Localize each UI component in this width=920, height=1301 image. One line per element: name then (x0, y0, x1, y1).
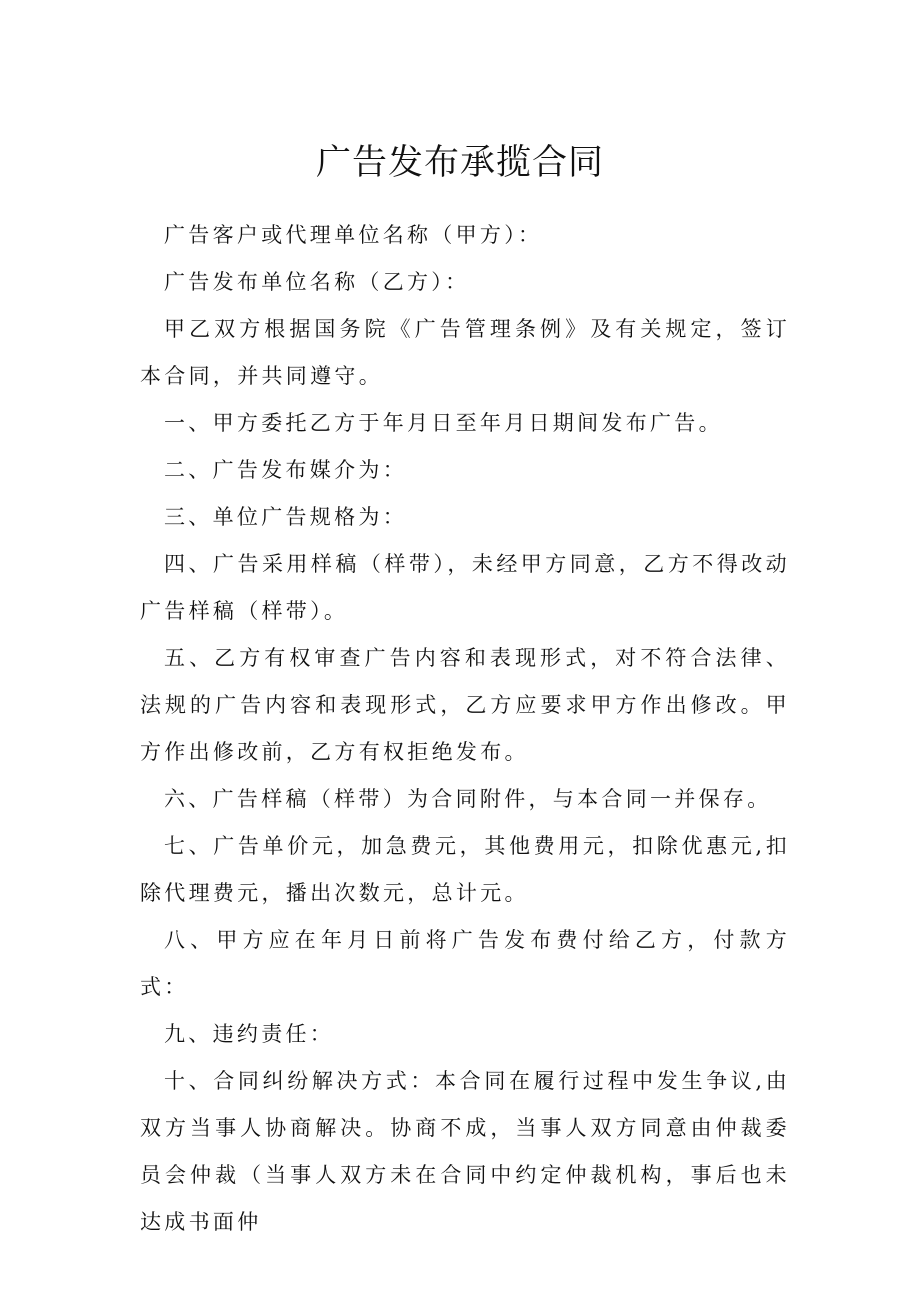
clause-8: 八、甲方应在年月日前将广告发布费付给乙方，付款方式： (140, 928, 790, 999)
party-a-name-line: 广告客户或代理单位名称（甲方）： (164, 223, 543, 247)
contract-title: 广告发布承揽合同 (315, 143, 604, 183)
clause-3: 三、单位广告规格为： (164, 505, 407, 529)
clause-7: 七、广告单价元，加急费元，其他费用元，扣除优惠元,扣除代理费元，播出次数元，总计元。 (140, 834, 790, 905)
clause-6: 六、广告样稿（样带）为合同附件，与本合同一并保存。 (164, 787, 772, 811)
clause-1: 一、甲方委托乙方于年月日至年月日期间发布广告。 (164, 411, 723, 435)
clause-9: 九、违约责任： (164, 1022, 335, 1046)
party-b-name-line: 广告发布单位名称（乙方）： (164, 270, 470, 294)
contract-body (140, 212, 790, 1246)
clause-4: 四、广告采用样稿（样带），未经甲方同意，乙方不得改动广告样稿（样带）。 (140, 552, 790, 623)
clause-10: 十、合同纠纷解决方式：本合同在履行过程中发生争议,由双方当事人协商解决。协商不成，当事人双方同意由仲裁委员会仲裁（当事人双方未在合同中约定仲裁机构，事后也未达成书面仲 (140, 1069, 790, 1234)
clause-2: 二、广告发布媒介为： (164, 458, 407, 482)
preamble-paragraph: 甲乙双方根据国务院《广告管理条例》及有关规定，签订本合同，并共同遵守。 (140, 317, 790, 388)
clause-5: 五、乙方有权审查广告内容和表现形式，对不符合法律、法规的广告内容和表现形式，乙方应要求甲方作出修改。甲方作出修改前，乙方有权拒绝发布。 (140, 646, 790, 764)
